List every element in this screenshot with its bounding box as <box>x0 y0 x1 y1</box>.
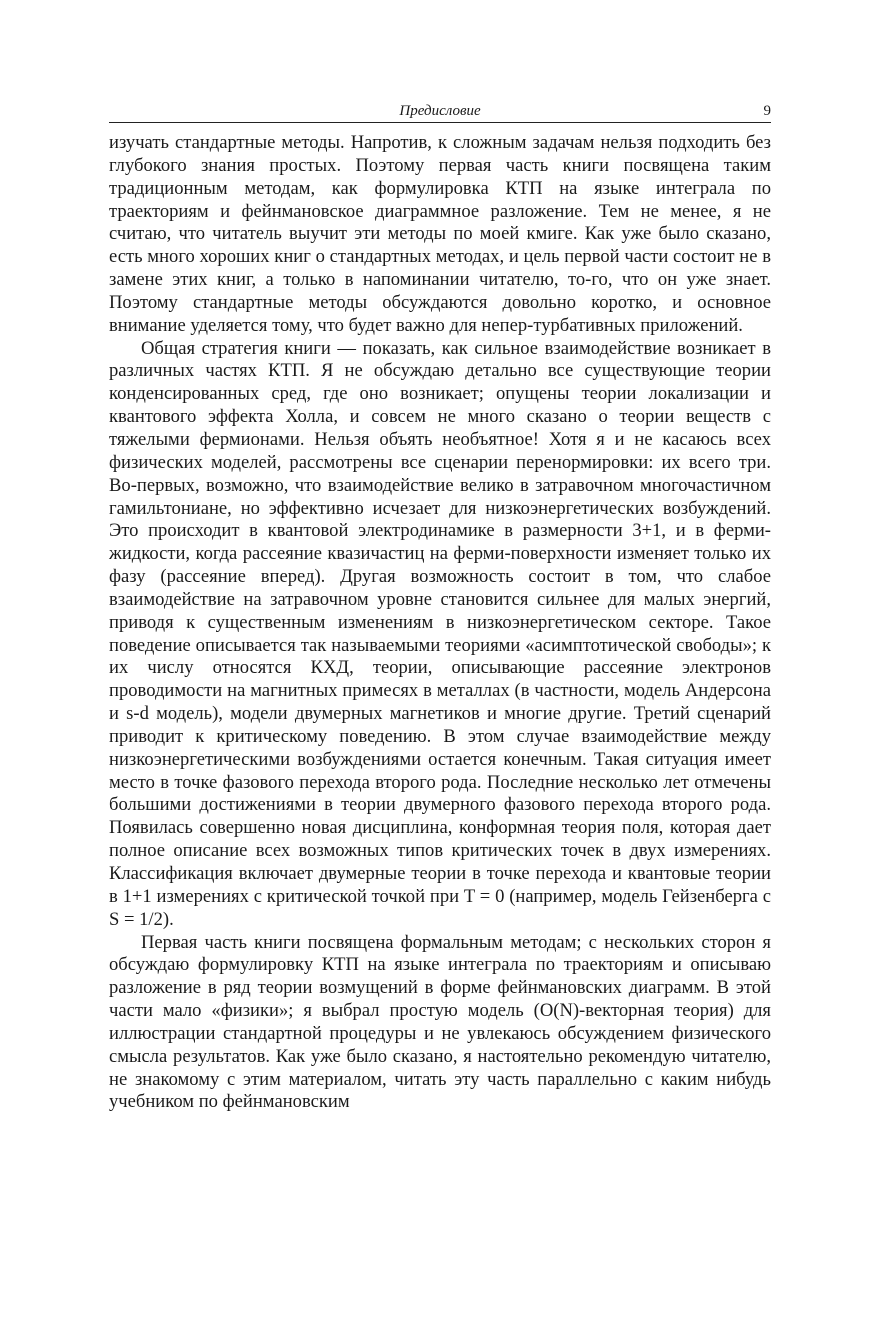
book-page <box>109 98 771 1114</box>
body-text <box>109 132 771 1114</box>
page-number: 9 <box>763 103 771 119</box>
running-title: Предисловие <box>399 103 481 119</box>
paragraph-3: Первая часть книги посвящена формальным методам; с нескольких сторон я обсуждаю формулировку КТП на языке интеграла по траекториям и описываю разложение в ряд теории возмущений в форме фейнмановских диаграмм. В этой части мало «физики»; я выбрал простую модель (O(N)-векторная теория) для иллюстрации стандартной процедуры и не увлекаюсь обсуждением физического смысла результатов. Как уже было сказано, я настоятельно рекомендую читателю, не знакомому с этим материалом, читать эту часть параллельно с каким нибудь учебником по фейнмановским <box>109 931 771 1113</box>
paragraph-2: Общая стратегия книги — показать, как сильное взаимодействие возникает в различных частях КТП. Я не обсуждаю детально все существующие теории конденсированных сред, где оно возникает; опущены теории локализации и квантового эффекта Холла, и совсем не много сказано о теории веществ с тяжелыми фермионами. Нельзя объять необъятное! Хотя я и не касаюсь всех физических моделей, рассмотрены все сценарии перенормировки: их всего три. Во-первых, возможно, что взаимодействие велико в затравочном многочастичном гамильтониане, но эффективно исчезает для низкоэнергетических возбуждений. Это происходит в квантовой электродинамике в размерности 3+1, и в ферми-жидкости, когда рассеяние квазичастиц на ферми-поверхности изменяет только их фазу (рассеяние вперед). Другая возможность состоит в том, что слабое взаимодействие на затравочном уровне становится сильнее для малых энергий, приводя к существенным изменениям в низкоэнергетическом секторе. Такое поведение описывается так называемыми теориями «асимптотической свободы»; к их числу относятся КХД, теории, описывающие рассеяние электронов проводимости на магнитных примесях в металлах (в частности, модель Андерсона и s-d модель), модели двумерных магнетиков и многие другие. Третий сценарий приводит к критическому поведению. В этом случае взаимодействие между низкоэнергетическими возбуждениями остается конечным. Такая ситуация имеет место в точке фазового перехода второго рода. Последние несколько лет отмечены большими достижениями в теории двумерного фазового перехода второго рода. Появилась совершенно новая дисциплина, конформная теория поля, которая дает полное описание всех возможных типов критических точек в двух измерениях. Классификация включает двумерные теории в точке перехода и квантовые теории в 1+1 измерениях с критической точкой при T = 0 (например, модель Гейзенберга с S = 1/2). <box>109 337 771 930</box>
running-header <box>109 98 771 123</box>
paragraph-1: изучать стандартные методы. Напротив, к сложным задачам нельзя подходить без глубокого знания простых. Поэтому первая часть книги посвящена таким традиционным методам, как формулировка КТП на языке интеграла по траекториям и фейнмановское диаграммное разложение. Тем не менее, я не считаю, что читатель выучит эти методы по моей кмиге. Как уже было сказано, есть много хороших книг о стандартных методах, и цель первой части состоит не в замене этих книг, а только в напоминании читателю, то-го, что он уже знает. Поэтому стандартные методы обсуждаются довольно коротко, и основное внимание уделяется тому, что будет важно для непер-турбативных приложений. <box>109 132 771 336</box>
